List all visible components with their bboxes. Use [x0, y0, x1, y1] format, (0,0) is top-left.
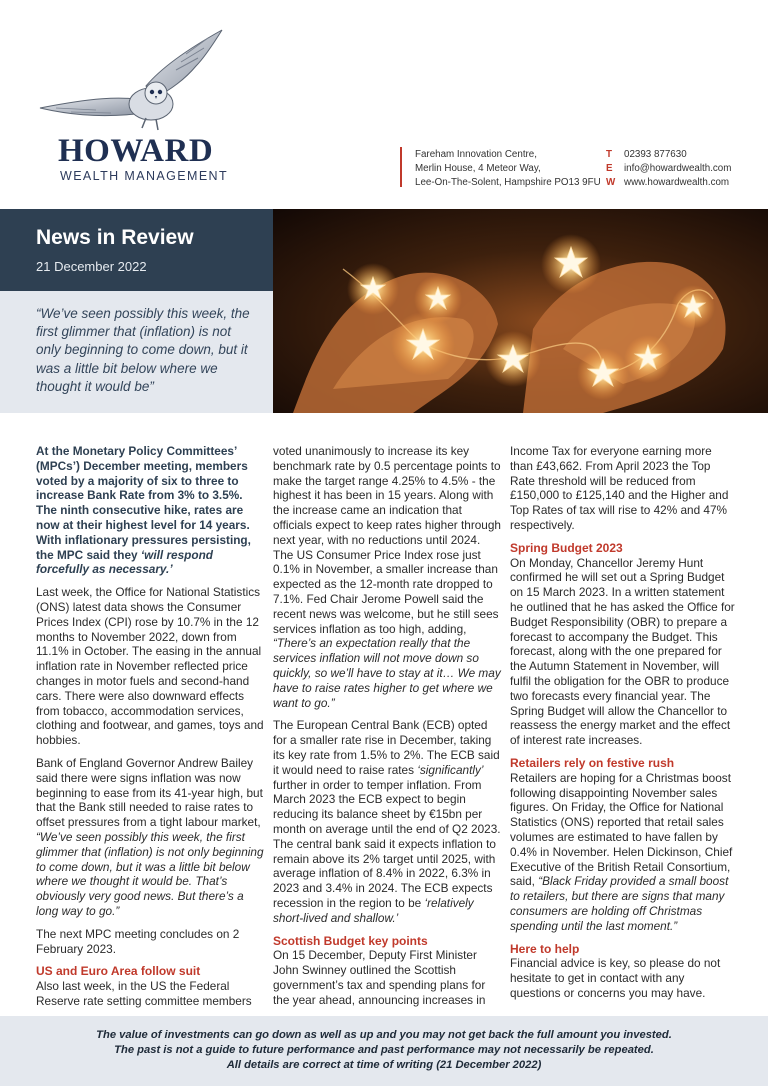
section-heading: Here to help: [510, 941, 580, 956]
email-link[interactable]: info@howardwealth.com: [624, 162, 732, 174]
paragraph: Income Tax for everyone earning more than £43,662. From April 2023 the Top Rate threshold will be reduced from £150,000 to £125,140 and the Higher and Top Rates of tax will rise to 42% and 47% respectively.: [510, 444, 729, 532]
hands-with-star-lights-image: [273, 209, 768, 413]
paragraph: The next MPC meeting concludes on 2 February 2023.: [36, 926, 240, 956]
ecb-quote: ‘relatively short-lived and shallow.’: [273, 895, 474, 925]
paragraph: Financial advice is key, so please do not hesitate to get in contact with any questions or concerns you may have.: [510, 956, 721, 1000]
section-heading: Scottish Budget key points: [273, 933, 428, 948]
bailey-quote: “We’ve seen possibly this week, the first glimmer that (inflation) is not only beginning to come down, but it was a little bit below where we thought it would be. That’s obviously very good news. But there’s a long way to go.”: [36, 829, 264, 918]
article-column-2: [273, 444, 503, 1007]
phone-number[interactable]: 02393 877630: [624, 149, 687, 160]
disclaimer-line: The past is not a guide to future performance and past performance may not necessarily be repeated.: [114, 1044, 654, 1056]
dickinson-quote: “Black Friday provided a small boost to retailers, but there are signs that many consumers are holding off Christmas spending until the last moment.”: [510, 874, 729, 933]
lead-quote: ‘will respond forcefully as necessary.’: [36, 547, 213, 577]
lead-text: At the Monetary Policy Committees’ (MPCs’) December meeting, members voted by a majority of six to three to increase Bank Rate from 3% to 3.5%. The ninth consecutive hike, rates are now at their highest level for 14 years. With inflationary pressures persisting, the MPC said they: [36, 444, 251, 562]
paragraph: On 15 December, Deputy First Minister John Swinney outlined the Scottish government’s tax and spending plans for the year ahead, announcing increases in: [273, 948, 486, 1007]
paragraph: On Monday, Chancellor Jeremy Hunt confirmed he will set out a Spring Budget on 15 March 2023. In a written statement he outlined that he has asked the Office for Budget Responsibility (OBR) to prepare a forecast to accompany the Budget. This forecast, along with the one prepared for the Autumn Statement in November, will fulfil the obligation for the OBR to produce two forecasts every financial year. The Spring Budget will allow the Chancellor to reassess the energy market and the effect of interest rate increases.: [510, 555, 735, 748]
article-column-1: [36, 444, 264, 1009]
paragraph: [36, 756, 264, 919]
paragraph: Also last week, in the US the Federal Reserve rate setting committee members: [36, 979, 252, 1008]
address-line: Fareham Innovation Centre,: [415, 149, 537, 160]
address-line: Merlin House, 4 Meteor Way,: [415, 162, 541, 174]
page-title: News in Review: [36, 226, 194, 249]
disclaimer-line: All details are correct at time of writing (21 December 2022): [226, 1059, 542, 1071]
paragraph: [510, 771, 736, 934]
pull-quote: “We’ve seen possibly this week, the first glimmer that (inflation) is not only beginning to come down, but it was a little bit below where we thought it would be”: [36, 306, 250, 394]
email-label: E: [606, 162, 613, 174]
paragraph: [273, 718, 503, 925]
section-heading: Spring Budget 2023: [510, 540, 623, 555]
paragraph-text: further in order to temper inflation. From March 2023 the ECB expect to begin reducing its balance sheet by €15bn per month on average until the end of Q2 2023. The central bank said it expects inflation to remain above its 2% target until 2025, with average inflation of 8.4% in 2022, 6.3% in 2023 and 3.4% in 2024. The ECB expects recession in the region to be: [273, 777, 501, 910]
owl-logo-icon: [36, 28, 226, 133]
brand-subtitle: WEALTH MANAGEMENT: [60, 169, 229, 183]
address-block: [415, 148, 601, 189]
address-divider: [400, 147, 402, 187]
title-panel: [0, 209, 273, 291]
paragraph-text: The European Central Bank (ECB) opted for a smaller rate rise in December, taking its key rate from 1.5% to 2%. The ECB said it would need to raise rates: [273, 718, 500, 777]
contact-block: [606, 148, 731, 189]
brand-name: HOWARD: [58, 133, 214, 169]
paragraph-text: voted unanimously to increase its key benchmark rate by 0.5 percentage points to make the target range 4.25% to 4.5% - the highest it has been in 15 years. Along with the increase came an indication that officials expect to keep rates higher through next year, with no reductions until 2024. The US Consumer Price Index rose just 0.1% in November, a smaller increase than expected as the 12-month rate dropped to 7.1%. Fed Chair Jerome Powell said the recent news was welcome, but he still sees services inflation as too high, adding,: [273, 444, 501, 636]
web-label: W: [606, 176, 616, 188]
powell-quote: “There’s an expectation really that the services inflation will not move down so quickly, so we’ll have to stay at it… We may have to raise rates higher to get where we want to go.”: [273, 636, 501, 710]
paragraph: Last week, the Office for National Statistics (ONS) latest data shows the Consumer Prices Index (CPI) rose by 10.7% in the 12 months to November 2022, down from 11.1% in October. The easing in the annual inflation rate in November reflected price changes in motor fuels and second-hand cars. There were also downward effects from tobacco, accommodation services, clothing and footwear, and games, toys and hobbies.: [36, 585, 264, 748]
lead-paragraph: [36, 444, 264, 577]
ecb-quote: ‘significantly’: [417, 762, 484, 777]
issue-date: 21 December 2022: [36, 259, 147, 274]
section-heading: Retailers rely on festive rush: [510, 755, 675, 770]
paragraph-text: Bank of England Governor Andrew Bailey said there were signs inflation was now beginning to ease from its 41-year high, but that the Bank still needed to raise rates to offset pressures from a tight labour market,: [36, 755, 263, 830]
paragraph: [273, 444, 503, 710]
hero-photo: [273, 209, 768, 413]
address-line: Lee-On-The-Solent, Hampshire PO13 9FU: [415, 176, 601, 188]
paragraph-text: Retailers are hoping for a Christmas boost following disappointing November sales figures. On Friday, the Office for National Statistics (ONS) reported that retail sales volumes are estimated to have fallen by 0.4% in November. Helen Dickinson, Chief Executive of the British Retail Consortium, said,: [510, 770, 733, 889]
website-link[interactable]: www.howardwealth.com: [624, 176, 730, 188]
disclaimer-line: The value of investments can go down as well as up and you may not get back the full amount you invested.: [96, 1029, 672, 1041]
section-heading: US and Euro Area follow suit: [36, 964, 201, 979]
article-column-3: [510, 444, 736, 1001]
phone-label: T: [606, 149, 612, 160]
disclaimer: [0, 1028, 768, 1073]
